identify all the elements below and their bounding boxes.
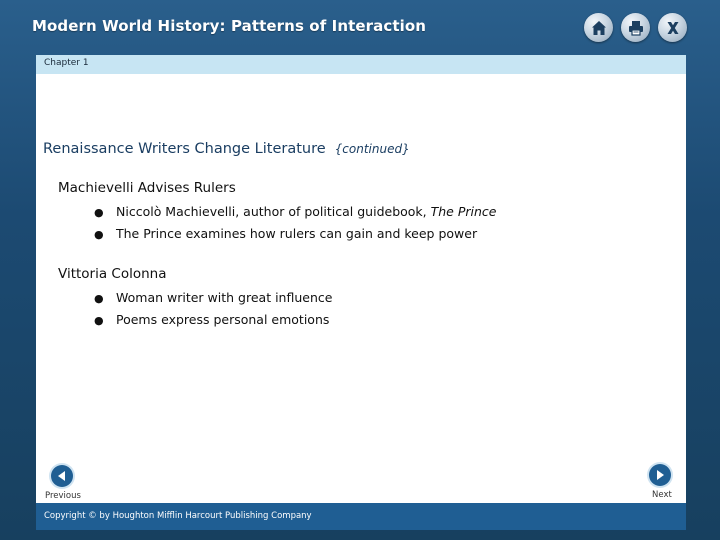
slide-content-panel [36,55,686,530]
bullet-text: The Prince examines how rulers can gain and keep power [116,226,478,241]
copyright-text: Copyright © by Houghton Mifflin Harcourt Publishing Company [44,511,312,521]
bullet-icon: ● [94,292,104,305]
footer-bar [36,503,686,530]
slide-heading [43,141,410,157]
print-button[interactable] [621,13,650,42]
previous-button[interactable] [51,465,73,487]
close-icon [664,19,682,37]
bullet-italic-text: The Prince [430,204,497,219]
next-button[interactable] [649,464,671,486]
next-label[interactable]: Next [652,490,672,500]
bullet-item [94,204,496,219]
home-button[interactable] [584,13,613,42]
chapter-label: Chapter 1 [44,58,89,68]
home-icon [590,19,608,37]
slide-heading-title: Renaissance Writers Change Literature [43,141,326,157]
chapter-bar [36,55,686,74]
bullet-text: Woman writer with great influence [116,290,333,305]
arrow-right-icon [654,469,666,481]
bullet-item [94,226,477,241]
arrow-left-icon [56,470,68,482]
section-title: Vittoria Colonna [58,266,167,282]
top-toolbar [584,13,687,42]
bullet-text: Poems express personal emotions [116,312,330,327]
bullet-icon: ● [94,314,104,327]
bullet-item [94,312,329,327]
continued-label: {continued} [334,142,410,156]
bullet-text: Niccolò Machievelli, author of political guidebook, [116,204,431,219]
bullet-icon: ● [94,206,104,219]
previous-label[interactable]: Previous [45,491,81,501]
bullet-icon: ● [94,228,104,241]
section-title: Machievelli Advises Rulers [58,180,236,196]
app-title: Modern World History: Patterns of Interaction [32,17,427,35]
print-icon [627,19,645,37]
bullet-item [94,290,332,305]
close-button[interactable] [658,13,687,42]
